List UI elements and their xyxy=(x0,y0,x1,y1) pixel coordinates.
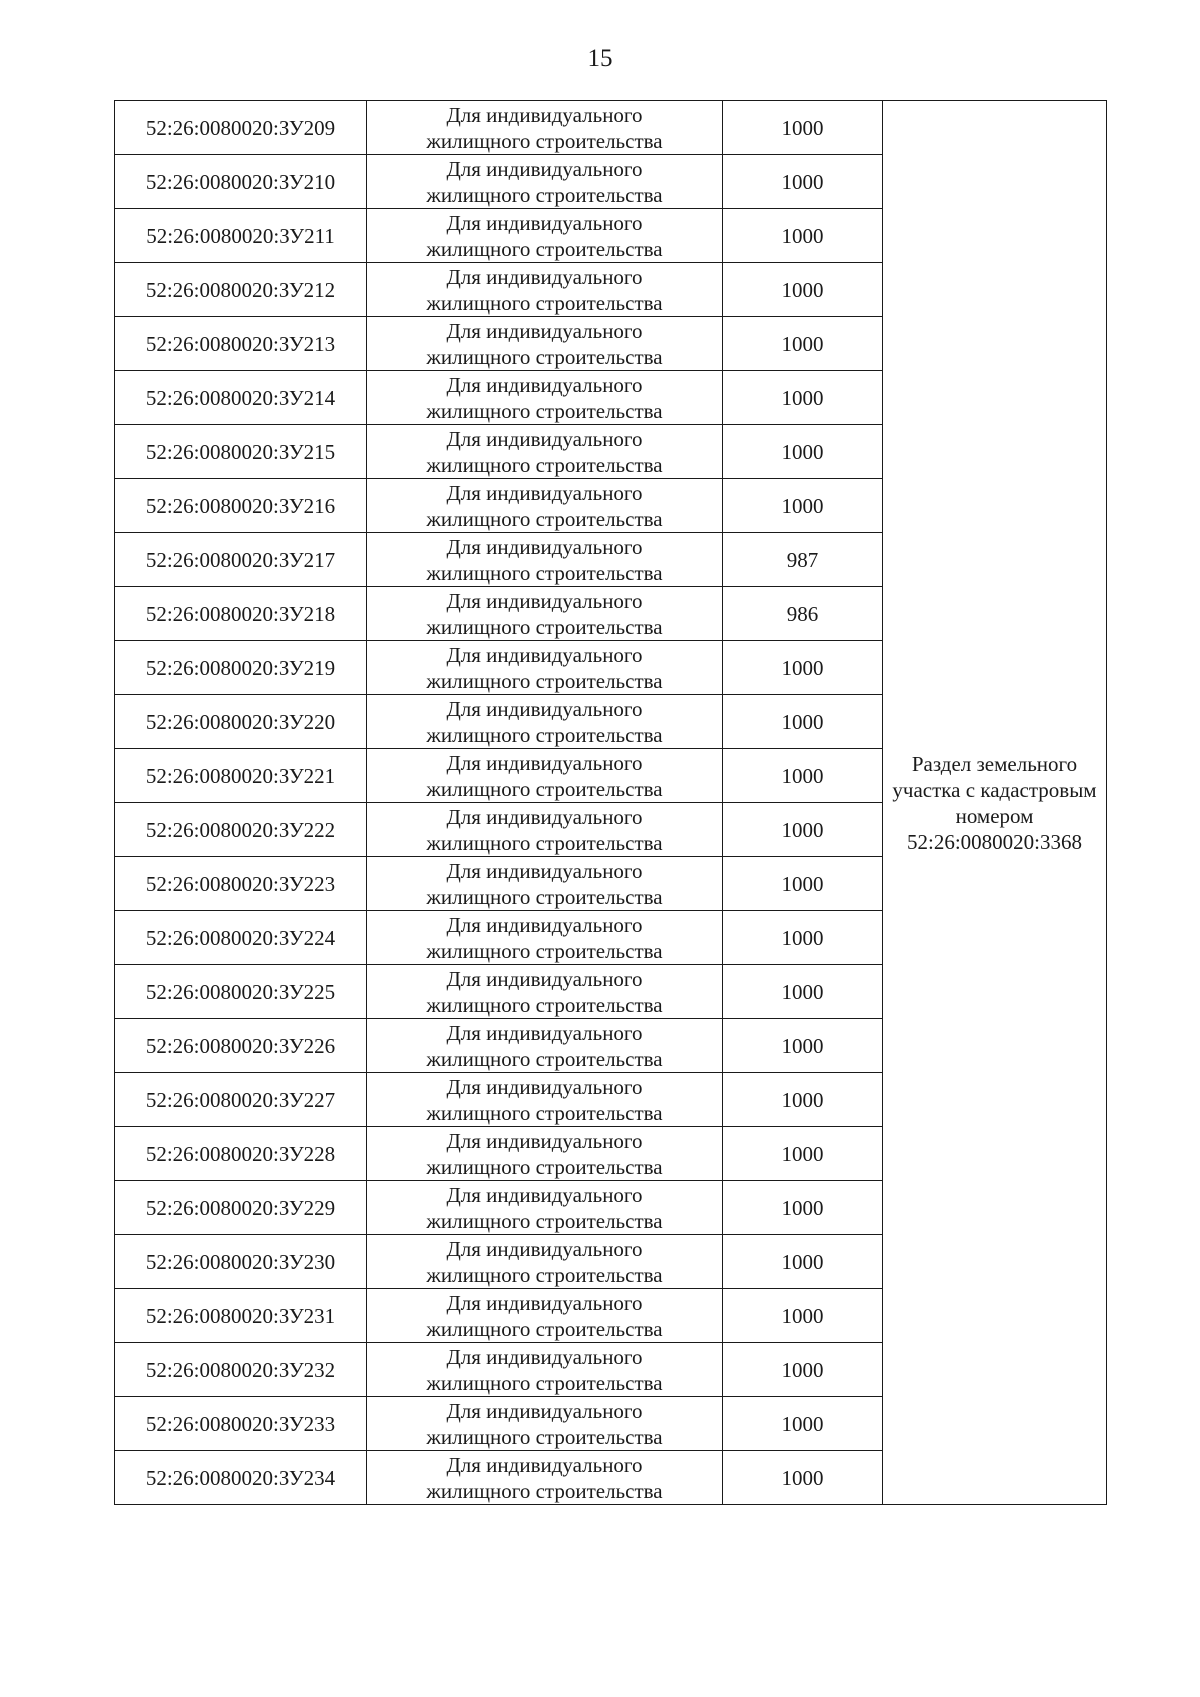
permitted-use-line-2: жилищного строительства xyxy=(426,1208,663,1233)
permitted-use-line-2: жилищного строительства xyxy=(426,128,663,153)
permitted-use-line-1: Для индивидуального xyxy=(446,1128,643,1153)
permitted-use-line-2: жилищного строительства xyxy=(426,1424,663,1449)
permitted-use-line-1: Для индивидуального xyxy=(446,966,643,991)
cadastral-number-cell: 52:26:0080020:ЗУ214 xyxy=(115,371,367,425)
permitted-use-line-1: Для индивидуального xyxy=(446,696,643,721)
area-cell: 1000 xyxy=(723,695,883,749)
cadastral-number-cell: 52:26:0080020:ЗУ219 xyxy=(115,641,367,695)
permitted-use-cell xyxy=(367,101,723,155)
permitted-use-cell xyxy=(367,1343,723,1397)
permitted-use-cell xyxy=(367,209,723,263)
permitted-use-line-2: жилищного строительства xyxy=(426,560,663,585)
permitted-use-cell xyxy=(367,857,723,911)
area-cell: 1000 xyxy=(723,155,883,209)
permitted-use-line-2: жилищного строительства xyxy=(426,506,663,531)
permitted-use-line-1: Для индивидуального xyxy=(446,1290,643,1315)
cadastral-number-cell: 52:26:0080020:ЗУ228 xyxy=(115,1127,367,1181)
permitted-use-line-2: жилищного строительства xyxy=(426,1262,663,1287)
cadastral-number-cell: 52:26:0080020:ЗУ217 xyxy=(115,533,367,587)
area-cell: 1000 xyxy=(723,1343,883,1397)
cadastral-number-cell: 52:26:0080020:ЗУ218 xyxy=(115,587,367,641)
area-cell: 1000 xyxy=(723,1073,883,1127)
permitted-use-cell xyxy=(367,965,723,1019)
formation-method-cell xyxy=(883,101,1107,1505)
cadastral-number-cell: 52:26:0080020:ЗУ231 xyxy=(115,1289,367,1343)
cadastral-number-cell: 52:26:0080020:ЗУ232 xyxy=(115,1343,367,1397)
permitted-use-cell xyxy=(367,1397,723,1451)
permitted-use-cell xyxy=(367,371,723,425)
permitted-use-line-1: Для индивидуального xyxy=(446,480,643,505)
permitted-use-line-2: жилищного строительства xyxy=(426,1370,663,1395)
permitted-use-cell xyxy=(367,1289,723,1343)
permitted-use-line-1: Для индивидуального xyxy=(446,588,643,613)
permitted-use-line-2: жилищного строительства xyxy=(426,398,663,423)
permitted-use-line-2: жилищного строительства xyxy=(426,1478,663,1503)
area-cell: 1000 xyxy=(723,1289,883,1343)
cadastral-number-cell: 52:26:0080020:ЗУ211 xyxy=(115,209,367,263)
cadastral-number-cell: 52:26:0080020:ЗУ213 xyxy=(115,317,367,371)
permitted-use-line-1: Для индивидуального xyxy=(446,858,643,883)
area-cell: 1000 xyxy=(723,965,883,1019)
area-cell: 1000 xyxy=(723,317,883,371)
permitted-use-line-1: Для индивидуального xyxy=(446,1398,643,1423)
permitted-use-line-2: жилищного строительства xyxy=(426,884,663,909)
permitted-use-line-2: жилищного строительства xyxy=(426,614,663,639)
permitted-use-line-1: Для индивидуального xyxy=(446,534,643,559)
permitted-use-line-2: жилищного строительства xyxy=(426,830,663,855)
cadastral-number-cell: 52:26:0080020:ЗУ222 xyxy=(115,803,367,857)
permitted-use-line-1: Для индивидуального xyxy=(446,750,643,775)
cadastral-number-cell: 52:26:0080020:ЗУ216 xyxy=(115,479,367,533)
cadastral-number-cell: 52:26:0080020:ЗУ215 xyxy=(115,425,367,479)
permitted-use-cell xyxy=(367,749,723,803)
permitted-use-cell xyxy=(367,695,723,749)
permitted-use-line-1: Для индивидуального xyxy=(446,426,643,451)
cadastral-number-cell: 52:26:0080020:ЗУ230 xyxy=(115,1235,367,1289)
permitted-use-line-2: жилищного строительства xyxy=(426,1046,663,1071)
area-cell: 1000 xyxy=(723,1127,883,1181)
permitted-use-cell xyxy=(367,155,723,209)
land-plots-table-body xyxy=(115,101,1107,1505)
permitted-use-line-2: жилищного строительства xyxy=(426,776,663,801)
cadastral-number-cell: 52:26:0080020:ЗУ209 xyxy=(115,101,367,155)
permitted-use-line-2: жилищного строительства xyxy=(426,1154,663,1179)
permitted-use-line-2: жилищного строительства xyxy=(426,668,663,693)
permitted-use-cell xyxy=(367,911,723,965)
permitted-use-line-1: Для индивидуального xyxy=(446,1182,643,1207)
cadastral-number-cell: 52:26:0080020:ЗУ233 xyxy=(115,1397,367,1451)
area-cell: 1000 xyxy=(723,371,883,425)
permitted-use-line-1: Для индивидуального xyxy=(446,318,643,343)
permitted-use-line-1: Для индивидуального xyxy=(446,156,643,181)
cadastral-number-cell: 52:26:0080020:ЗУ229 xyxy=(115,1181,367,1235)
permitted-use-line-1: Для индивидуального xyxy=(446,1074,643,1099)
permitted-use-cell xyxy=(367,479,723,533)
permitted-use-line-2: жилищного строительства xyxy=(426,236,663,261)
permitted-use-line-1: Для индивидуального xyxy=(446,210,643,235)
permitted-use-line-2: жилищного строительства xyxy=(426,1100,663,1125)
cadastral-number-cell: 52:26:0080020:ЗУ212 xyxy=(115,263,367,317)
permitted-use-cell xyxy=(367,1019,723,1073)
area-cell: 1000 xyxy=(723,1019,883,1073)
cadastral-number-cell: 52:26:0080020:ЗУ224 xyxy=(115,911,367,965)
permitted-use-line-2: жилищного строительства xyxy=(426,938,663,963)
area-cell: 1000 xyxy=(723,479,883,533)
permitted-use-cell xyxy=(367,1127,723,1181)
permitted-use-line-2: жилищного строительства xyxy=(426,344,663,369)
permitted-use-line-2: жилищного строительства xyxy=(426,992,663,1017)
area-cell: 1000 xyxy=(723,1235,883,1289)
permitted-use-line-1: Для индивидуального xyxy=(446,1344,643,1369)
permitted-use-cell xyxy=(367,1235,723,1289)
permitted-use-line-2: жилищного строительства xyxy=(426,182,663,207)
area-cell: 1000 xyxy=(723,1397,883,1451)
permitted-use-cell xyxy=(367,587,723,641)
cadastral-number-cell: 52:26:0080020:ЗУ210 xyxy=(115,155,367,209)
permitted-use-line-1: Для индивидуального xyxy=(446,642,643,667)
cadastral-number-cell: 52:26:0080020:ЗУ221 xyxy=(115,749,367,803)
cadastral-number-cell: 52:26:0080020:ЗУ225 xyxy=(115,965,367,1019)
area-cell: 1000 xyxy=(723,209,883,263)
area-cell: 1000 xyxy=(723,101,883,155)
permitted-use-cell xyxy=(367,533,723,587)
area-cell: 986 xyxy=(723,587,883,641)
cadastral-number-cell: 52:26:0080020:ЗУ227 xyxy=(115,1073,367,1127)
permitted-use-cell xyxy=(367,425,723,479)
area-cell: 1000 xyxy=(723,749,883,803)
permitted-use-line-1: Для индивидуального xyxy=(446,804,643,829)
area-cell: 1000 xyxy=(723,425,883,479)
permitted-use-line-2: жилищного строительства xyxy=(426,1316,663,1341)
permitted-use-line-2: жилищного строительства xyxy=(426,452,663,477)
permitted-use-cell xyxy=(367,803,723,857)
permitted-use-cell xyxy=(367,1181,723,1235)
permitted-use-line-1: Для индивидуального xyxy=(446,1020,643,1045)
cadastral-number-cell: 52:26:0080020:ЗУ220 xyxy=(115,695,367,749)
permitted-use-line-2: жилищного строительства xyxy=(426,722,663,747)
permitted-use-line-1: Для индивидуального xyxy=(446,102,643,127)
area-cell: 987 xyxy=(723,533,883,587)
permitted-use-cell xyxy=(367,1451,723,1505)
area-cell: 1000 xyxy=(723,1451,883,1505)
area-cell: 1000 xyxy=(723,641,883,695)
cadastral-number-cell: 52:26:0080020:ЗУ234 xyxy=(115,1451,367,1505)
cadastral-number-cell: 52:26:0080020:ЗУ223 xyxy=(115,857,367,911)
area-cell: 1000 xyxy=(723,857,883,911)
cadastral-number-cell: 52:26:0080020:ЗУ226 xyxy=(115,1019,367,1073)
table-row xyxy=(115,101,1107,155)
permitted-use-line-1: Для индивидуального xyxy=(446,372,643,397)
area-cell: 1000 xyxy=(723,911,883,965)
page-number: 15 xyxy=(587,45,613,72)
permitted-use-cell xyxy=(367,1073,723,1127)
permitted-use-line-1: Для индивидуального xyxy=(446,1452,643,1477)
permitted-use-cell xyxy=(367,263,723,317)
area-cell: 1000 xyxy=(723,1181,883,1235)
permitted-use-line-1: Для индивидуального xyxy=(446,1236,643,1261)
formation-method-text: Раздел земельного участка с кадастровым номером 52:26:0080020:3368 xyxy=(892,751,1097,854)
area-cell: 1000 xyxy=(723,803,883,857)
permitted-use-line-1: Для индивидуального xyxy=(446,264,643,289)
area-cell: 1000 xyxy=(723,263,883,317)
land-plots-table xyxy=(114,100,1107,1505)
permitted-use-cell xyxy=(367,317,723,371)
permitted-use-line-2: жилищного строительства xyxy=(426,290,663,315)
permitted-use-line-1: Для индивидуального xyxy=(446,912,643,937)
permitted-use-cell xyxy=(367,641,723,695)
